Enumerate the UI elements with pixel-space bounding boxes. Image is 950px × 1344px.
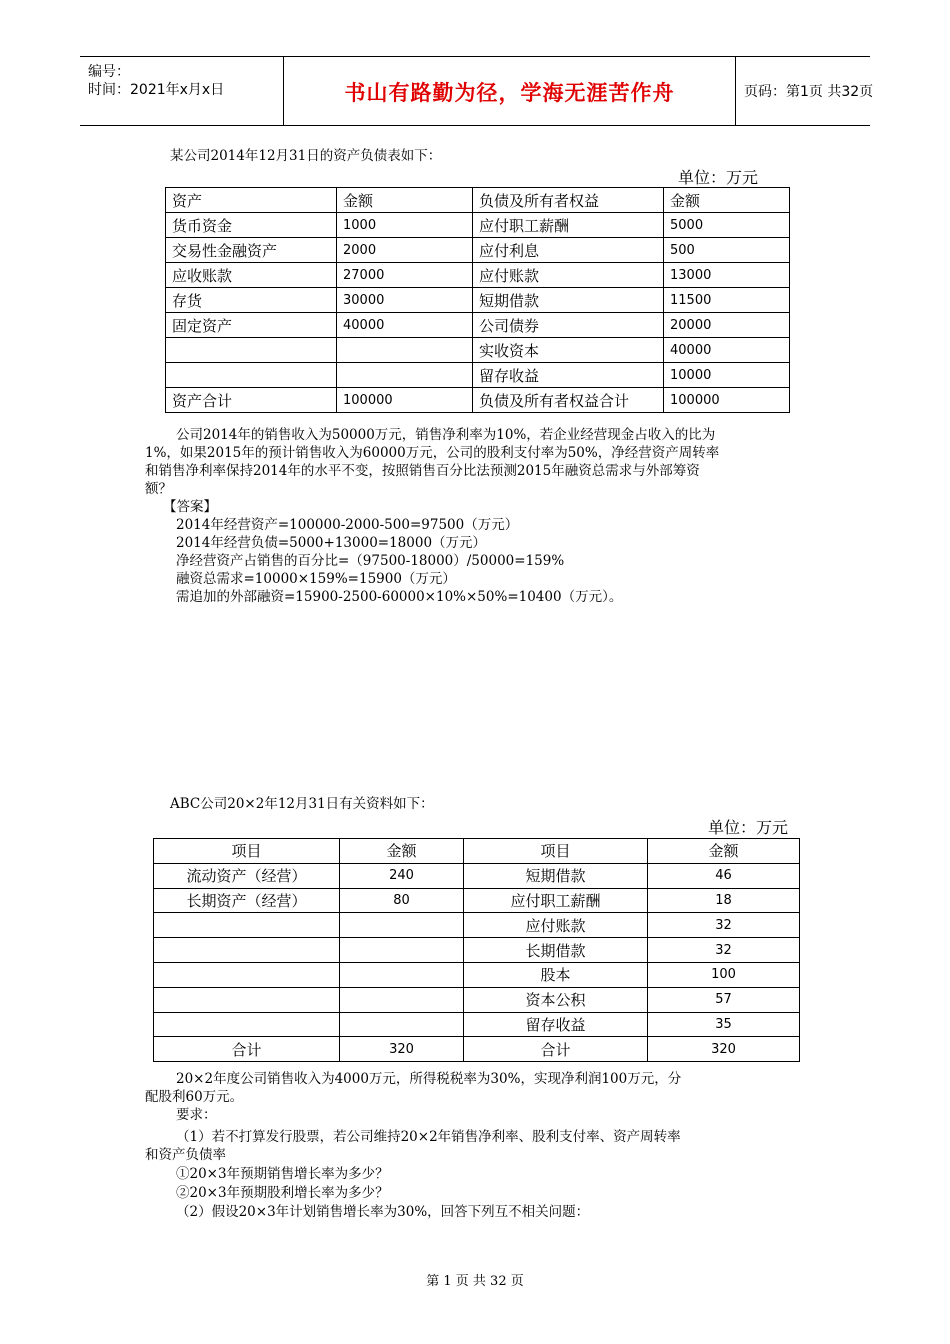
table-cell: 存货	[166, 288, 337, 313]
table-cell	[166, 363, 337, 388]
table-row	[154, 1012, 800, 1037]
serial-label: 编号：	[88, 64, 130, 80]
table-row	[166, 313, 790, 338]
table-cell: 2000	[337, 238, 473, 263]
answer-line-1: 2014年经营资产=100000-2000-500=97500（万元）	[176, 517, 519, 533]
time-label: 时间：2021年x月x日	[88, 82, 225, 98]
table-cell: 40000	[337, 313, 473, 338]
table-header-row	[166, 188, 790, 213]
header-meta-cell	[80, 57, 284, 125]
table-cell	[340, 938, 464, 963]
page-info: 页码：第1页 共32页	[744, 84, 874, 100]
table-cell: 金额	[648, 839, 800, 864]
table-cell: 应收账款	[166, 263, 337, 288]
table-row	[154, 888, 800, 913]
table-cell: 32	[648, 938, 800, 963]
table-cell	[340, 1012, 464, 1037]
table-cell: 应付账款	[464, 913, 648, 938]
table-row	[154, 987, 800, 1012]
table-cell: 短期借款	[473, 288, 664, 313]
table-row	[166, 238, 790, 263]
table-cell: 流动资产（经营）	[154, 863, 340, 888]
table-cell: 100000	[337, 388, 473, 413]
answer-title: 【答案】	[163, 499, 217, 515]
table-cell	[154, 962, 340, 987]
answer-line-2: 2014年经营负债=5000+13000=18000（万元）	[176, 535, 487, 551]
table-cell: 留存收益	[464, 1012, 648, 1037]
table-cell: 35	[648, 1012, 800, 1037]
answer-line-5: 需追加的外部融资=15900-2500-60000×10%×50%=10400（万元）。	[176, 589, 623, 605]
s2-text-8: （2）假设20×3年计划销售增长率为30%，回答下列互不相关问题：	[176, 1204, 590, 1220]
table-cell	[154, 1012, 340, 1037]
table-cell: 负债及所有者权益	[473, 188, 664, 213]
table-cell: 短期借款	[464, 863, 648, 888]
section1-unit: 单位：万元	[678, 168, 759, 187]
question-line-2: 1%，如果2015年的预计销售收入为60000万元，公司的股利支付率为50%，净经营资产周转率	[145, 445, 720, 461]
balance-sheet-table	[165, 187, 790, 413]
answer-line-3: 净经营资产占销售的百分比=（97500-18000）/50000=159%	[176, 553, 565, 569]
table-cell	[340, 962, 464, 987]
section2-intro: ABC公司20×2年12月31日有关资料如下：	[170, 796, 434, 812]
table-cell: 实收资本	[473, 338, 664, 363]
table-cell	[154, 913, 340, 938]
table-cell: 40000	[664, 338, 790, 363]
table-cell: 项目	[154, 839, 340, 864]
table-cell: 资产合计	[166, 388, 337, 413]
s2-text-6: ①20×3年预期销售增长率为多少？	[176, 1166, 389, 1182]
table-cell: 5000	[664, 213, 790, 238]
table-cell: 240	[340, 863, 464, 888]
table-cell: 500	[664, 238, 790, 263]
table-cell: 11500	[664, 288, 790, 313]
table-cell	[340, 913, 464, 938]
table-cell: 80	[340, 888, 464, 913]
page-footer: 第 1 页 共 32 页	[426, 1274, 524, 1289]
table-cell: 固定资产	[166, 313, 337, 338]
table-row	[154, 938, 800, 963]
table-row	[166, 363, 790, 388]
table-cell: 金额	[337, 188, 473, 213]
table-row	[154, 913, 800, 938]
table-cell: 金额	[664, 188, 790, 213]
page-header	[80, 56, 874, 126]
table-cell: 留存收益	[473, 363, 664, 388]
s2-text-1: 20×2年度公司销售收入为4000万元，所得税税率为30%，实现净利润100万元，分	[176, 1071, 682, 1087]
table-cell: 长期资产（经营）	[154, 888, 340, 913]
table-row	[154, 1037, 800, 1062]
table-cell: 27000	[337, 263, 473, 288]
table-cell: 30000	[337, 288, 473, 313]
table-cell	[337, 338, 473, 363]
table-row	[154, 962, 800, 987]
table-cell: 10000	[664, 363, 790, 388]
table-row	[166, 288, 790, 313]
table-cell: 1000	[337, 213, 473, 238]
table-row	[154, 863, 800, 888]
table-cell: 资本公积	[464, 987, 648, 1012]
s2-text-4: （1）若不打算发行股票，若公司维持20×2年销售净利率、股利支付率、资产周转率	[176, 1129, 681, 1145]
question-line-3: 和销售净利率保持2014年的水平不变，按照销售百分比法预测2015年融资总需求与外部筹资	[145, 463, 700, 479]
table-cell: 金额	[340, 839, 464, 864]
table-row	[166, 263, 790, 288]
table-cell: 57	[648, 987, 800, 1012]
question-line-1: 公司2014年的销售收入为50000万元，销售净利率为10%，若企业经营现金占收入的比为	[176, 427, 716, 443]
table-cell: 320	[340, 1037, 464, 1062]
s2-text-3: 要求：	[176, 1107, 217, 1123]
table-cell: 100000	[664, 388, 790, 413]
table-cell	[154, 987, 340, 1012]
table-row	[166, 338, 790, 363]
s2-text-5: 和资产负债率	[145, 1147, 226, 1163]
table-cell: 负债及所有者权益合计	[473, 388, 664, 413]
table-cell: 合计	[154, 1037, 340, 1062]
question-line-4: 额？	[145, 481, 172, 497]
s2-text-2: 配股利60万元。	[145, 1089, 244, 1105]
table-header-row	[154, 839, 800, 864]
table-cell	[337, 363, 473, 388]
table-cell	[340, 987, 464, 1012]
table-cell: 应付账款	[473, 263, 664, 288]
table-row	[166, 388, 790, 413]
table-cell	[166, 338, 337, 363]
table-cell: 46	[648, 863, 800, 888]
table-cell: 13000	[664, 263, 790, 288]
table-cell: 应付职工薪酬	[473, 213, 664, 238]
table-cell: 公司债券	[473, 313, 664, 338]
table-cell: 18	[648, 888, 800, 913]
table-cell: 长期借款	[464, 938, 648, 963]
table-cell: 交易性金融资产	[166, 238, 337, 263]
section1-intro: 某公司2014年12月31日的资产负债表如下：	[170, 148, 442, 164]
table-cell: 32	[648, 913, 800, 938]
s2-text-7: ②20×3年预期股利增长率为多少？	[176, 1185, 389, 1201]
table-cell: 20000	[664, 313, 790, 338]
table-cell	[154, 938, 340, 963]
motto: 书山有路勤为径，学海无涯苦作舟	[344, 81, 675, 105]
table-cell: 资产	[166, 188, 337, 213]
table-row	[166, 213, 790, 238]
table-cell: 应付职工薪酬	[464, 888, 648, 913]
header-motto-cell	[284, 57, 736, 125]
header-page-cell	[736, 57, 874, 125]
table-cell: 货币资金	[166, 213, 337, 238]
abc-data-table	[153, 838, 800, 1062]
table-cell: 应付利息	[473, 238, 664, 263]
table-cell: 股本	[464, 962, 648, 987]
table-cell: 项目	[464, 839, 648, 864]
table-cell: 320	[648, 1037, 800, 1062]
table-cell: 合计	[464, 1037, 648, 1062]
section2-unit: 单位：万元	[708, 818, 789, 837]
table-cell: 100	[648, 962, 800, 987]
answer-line-4: 融资总需求=10000×159%=15900（万元）	[176, 571, 456, 587]
